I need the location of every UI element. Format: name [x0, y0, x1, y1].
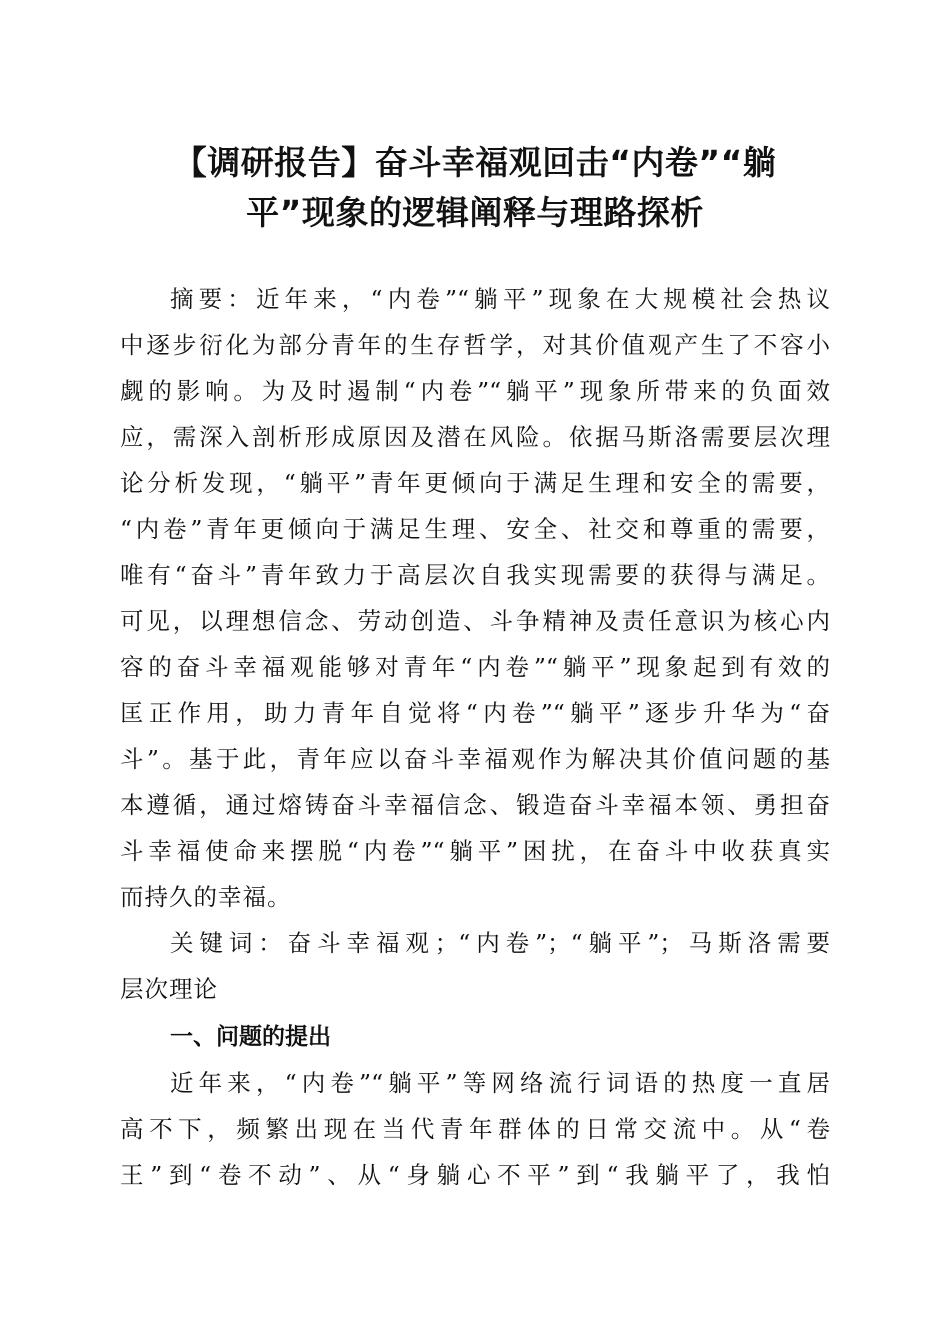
abstract-line: 摘要：近年来，“内卷”“躺平”现象在大规模社会热议 [170, 285, 830, 313]
keywords-line: 关键词：奋斗幸福观；“内卷”；“躺平”；马斯洛需要 [170, 929, 830, 957]
title-line-1: 【调研报告】奋斗幸福观回击“内卷”“躺 [173, 143, 777, 182]
abstract-line: 容的奋斗幸福观能够对青年“内卷”“躺平”现象起到有效的 [120, 653, 830, 681]
title-line-2: 平”现象的逻辑阐释与理路探析 [246, 193, 704, 232]
document-title [120, 138, 830, 238]
keywords-line: 层次理论 [120, 975, 218, 1003]
keywords-paragraph [120, 920, 830, 1012]
document-body [120, 276, 830, 1198]
section-line: 王”到“卷不动”、从“身躺心不平”到“我躺平了，我怕 [120, 1161, 830, 1189]
abstract-line: 应，需深入剖析形成原因及潜在风险。依据马斯洛需要层次理 [120, 423, 830, 451]
abstract-line: 斗”。基于此，青年应以奋斗幸福观作为解决其价值问题的基 [120, 745, 830, 773]
section-paragraph [120, 1060, 830, 1198]
abstract-line: 中逐步衍化为部分青年的生存哲学，对其价值观产生了不容小 [120, 331, 830, 359]
abstract-line: 唯有“奋斗”青年致力于高层次自我实现需要的获得与满足。 [120, 561, 830, 589]
abstract-paragraph [120, 276, 830, 920]
section-heading: 一、问题的提出 [170, 1024, 331, 1050]
abstract-line: 而持久的幸福。 [120, 883, 292, 911]
abstract-line: 论分析发现，“躺平”青年更倾向于满足生理和安全的需要， [120, 469, 830, 497]
section-line: 近年来，“内卷”“躺平”等网络流行词语的热度一直居 [170, 1069, 830, 1097]
abstract-line: 本遵循，通过熔铸奋斗幸福信念、锻造奋斗幸福本领、勇担奋 [120, 791, 830, 819]
abstract-line: 觑的影响。为及时遏制“内卷”“躺平”现象所带来的负面效 [120, 377, 830, 405]
abstract-line: 匡正作用，助力青年自觉将“内卷”“躺平”逐步升华为“奋 [120, 699, 830, 727]
abstract-line: “内卷”青年更倾向于满足生理、安全、社交和尊重的需要， [120, 515, 830, 543]
abstract-line: 可见，以理想信念、劳动创造、斗争精神及责任意识为核心内 [120, 607, 830, 635]
section-line: 高不下，频繁出现在当代青年群体的日常交流中。从“卷 [120, 1115, 830, 1143]
abstract-line: 斗幸福使命来摆脱“内卷”“躺平”困扰，在奋斗中收获真实 [120, 837, 830, 865]
